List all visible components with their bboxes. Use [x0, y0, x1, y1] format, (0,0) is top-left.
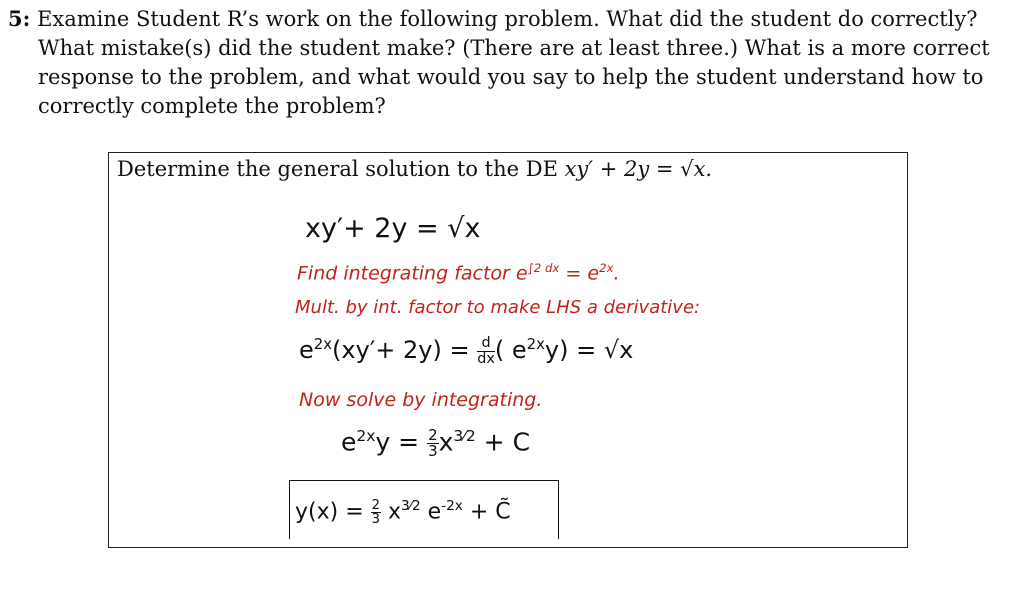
answer-x-exponent: 3⁄2 — [401, 498, 421, 514]
step-3-x-exponent: 3⁄2 — [453, 427, 476, 445]
answer-e: e — [420, 499, 442, 525]
step-3 — [341, 427, 530, 459]
answer-left: y(x) = — [295, 499, 371, 525]
note-1-equals: = e — [559, 262, 600, 285]
step-2-left: (xy′+ 2y) = — [332, 336, 478, 364]
step-3-rest: y = — [375, 427, 428, 457]
step-3-c: + C — [475, 427, 531, 457]
note-1-exponent: ∫2 dx — [527, 261, 560, 275]
step-2: $e^{2x}(xy'+ 2y)$ = $\frac{d}{dx}$ ( $e^{2x}y) = √x$ — [299, 335, 634, 367]
step-3-e: e — [341, 427, 357, 457]
answer-den: 3 — [371, 511, 381, 527]
note-2: Mult. by int. factor to make LHS a derivative: — [295, 297, 701, 318]
note-1 — [297, 261, 620, 284]
step-3-fraction — [427, 425, 439, 460]
problem-line-4: correctly complete the problem? — [38, 94, 386, 118]
step-1: xy′+ 2y = √x — [305, 213, 481, 244]
note-1-dot: . — [613, 262, 620, 285]
box-prompt — [117, 157, 712, 181]
step-2-right: y) = √x — [544, 336, 634, 364]
step-2-d-num: d — [477, 336, 495, 351]
problem-statement — [8, 4, 998, 121]
step-2-e-exponent: 2x — [313, 335, 333, 353]
step-2-mid-exponent: 2x — [526, 335, 545, 353]
prompt-prefix: Determine the general solution to the DE — [117, 157, 565, 181]
note-3: Now solve by integrating. — [299, 389, 543, 411]
step-3-num: 2 — [428, 425, 438, 444]
problem-number: 5: — [8, 6, 31, 31]
answer-x: x — [381, 499, 402, 525]
problem-line-2: What mistake(s) did the student make? (There are at least three.) What is a more correct — [38, 36, 990, 60]
answer-fraction — [371, 499, 381, 526]
problem-line-1: Examine Student R’s work on the following problem. What did the student do correctly? — [37, 7, 978, 31]
answer-c: + C̃ — [462, 499, 511, 525]
step-2-derivative — [477, 336, 495, 366]
step-3-e-exponent: 2x — [356, 427, 376, 445]
step-2-mid: ( e — [494, 336, 527, 364]
answer-num: 2 — [371, 497, 381, 513]
answer-e-exponent: -2x — [441, 498, 463, 514]
problem-line-3: response to the problem, and what would you say to help the student understand how to — [38, 65, 984, 89]
student-work-box — [108, 152, 908, 548]
step-3-x: x — [438, 427, 454, 457]
step-3-den: 3 — [428, 441, 438, 460]
prompt-equation: xy′ + 2y = √x. — [564, 157, 713, 181]
note-1-result-exponent: 2x — [599, 261, 614, 275]
answer — [295, 498, 511, 526]
note-1-text: Find integrating factor e — [297, 262, 528, 285]
step-2-d-den: dx — [477, 350, 495, 367]
